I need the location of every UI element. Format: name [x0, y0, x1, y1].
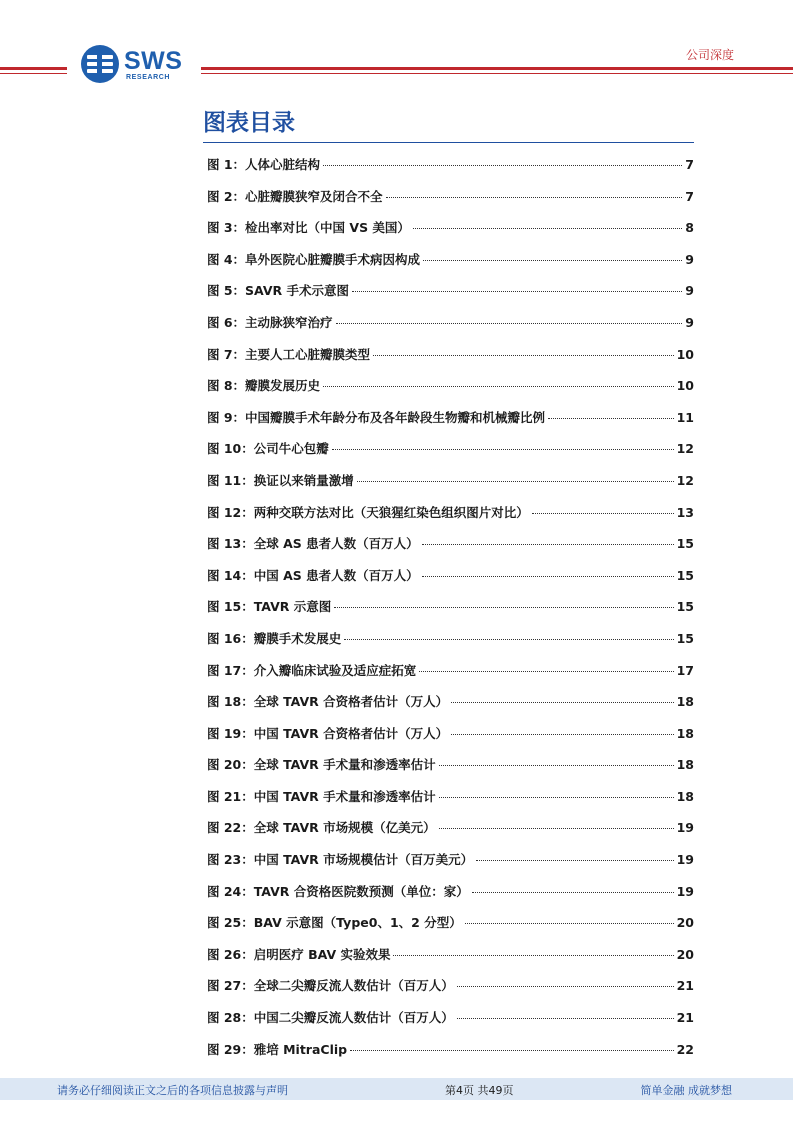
toc-entry[interactable]: [207, 945, 694, 977]
toc-entry-page[interactable]: 10: [676, 346, 694, 362]
toc-entry-page[interactable]: 22: [676, 1041, 694, 1057]
toc-entry-label[interactable]: 图 8：瓣膜发展历史: [207, 378, 321, 394]
toc-entry[interactable]: [207, 629, 694, 661]
toc-entry-label[interactable]: 图 19：中国 TAVR 合资格者估计（万人）: [207, 725, 449, 741]
toc-entry[interactable]: [207, 281, 694, 313]
toc-entry-page[interactable]: 18: [676, 788, 694, 804]
toc-entry[interactable]: [207, 345, 694, 377]
toc-dot-leader: [422, 544, 674, 545]
toc-dot-leader: [439, 797, 674, 798]
toc-entry-label[interactable]: 图 26：启明医疗 BAV 实验效果: [207, 946, 391, 962]
toc-entry-page[interactable]: 12: [676, 441, 694, 457]
toc-entry[interactable]: [207, 1008, 694, 1040]
toc-entry-page[interactable]: 20: [676, 946, 694, 962]
toc-dot-leader: [323, 386, 674, 387]
toc-entry-page[interactable]: 9: [685, 251, 694, 267]
toc-dot-leader: [422, 576, 674, 577]
toc-dot-leader: [439, 765, 674, 766]
toc-entry-label[interactable]: 图 10：公司牛心包瓣: [207, 441, 329, 457]
toc-entry-page[interactable]: 10: [676, 378, 694, 394]
toc-entry-page[interactable]: 18: [676, 725, 694, 741]
toc-dot-leader: [532, 513, 674, 514]
figure-index-list: [207, 155, 694, 1071]
toc-entry-label[interactable]: 图 18：全球 TAVR 合资格者估计（万人）: [207, 694, 449, 710]
toc-entry-label[interactable]: 图 23：中国 TAVR 市场规模估计（百万美元）: [207, 852, 474, 868]
toc-entry[interactable]: [207, 850, 694, 882]
toc-entry-page[interactable]: 20: [676, 915, 694, 931]
toc-entry-page[interactable]: 7: [685, 157, 694, 172]
toc-dot-leader: [439, 828, 674, 829]
toc-dot-leader: [323, 165, 682, 166]
toc-dot-leader: [352, 291, 682, 292]
toc-entry[interactable]: [207, 818, 694, 850]
toc-entry-label[interactable]: 图 27：全球二尖瓣反流人数估计（百万人）: [207, 978, 454, 994]
toc-entry-page[interactable]: 12: [676, 472, 694, 488]
page-footer: [0, 1078, 793, 1100]
toc-entry-label[interactable]: 图 5：SAVR 手术示意图: [207, 283, 350, 299]
toc-entry-label[interactable]: 图 3：检出率对比（中国 VS 美国）: [207, 220, 410, 236]
sws-logo-icon: [80, 44, 120, 84]
toc-entry-page[interactable]: 21: [676, 978, 694, 994]
toc-dot-leader: [332, 449, 674, 450]
toc-dot-leader: [451, 734, 673, 735]
toc-entry-label[interactable]: 图 4：阜外医院心脏瓣膜手术病因构成: [207, 251, 421, 267]
footer-page-number: 第4页 共49页: [445, 1084, 514, 1097]
toc-entry-page[interactable]: 8: [685, 220, 694, 236]
toc-entry[interactable]: [207, 376, 694, 408]
toc-entry-page[interactable]: 19: [676, 820, 694, 836]
title-underline: [203, 142, 694, 143]
toc-entry-label[interactable]: 图 25：BAV 示意图（Type0、1、2 分型）: [207, 915, 462, 931]
toc-entry-label[interactable]: 图 17：介入瓣临床试验及适应症拓宽: [207, 662, 417, 678]
toc-entry[interactable]: [207, 534, 694, 566]
toc-entry-page[interactable]: 15: [676, 630, 694, 646]
toc-entry[interactable]: [207, 313, 694, 345]
logo-subtext: RESEARCH: [126, 74, 171, 81]
toc-entry[interactable]: [207, 882, 694, 914]
header-rule-left-thin: [0, 73, 67, 74]
toc-entry[interactable]: [207, 471, 694, 503]
page-title: 图表目录: [203, 110, 295, 136]
toc-entry-label[interactable]: 图 12：两种交联方法对比（天狼猩红染色组织图片对比）: [207, 504, 529, 520]
toc-dot-leader: [548, 418, 674, 419]
toc-entry[interactable]: [207, 755, 694, 787]
toc-entry[interactable]: [207, 724, 694, 756]
toc-entry-page[interactable]: 13: [676, 504, 694, 520]
toc-entry[interactable]: [207, 566, 694, 598]
toc-entry[interactable]: [207, 408, 694, 440]
toc-dot-leader: [393, 955, 673, 956]
toc-entry[interactable]: [207, 503, 694, 535]
toc-entry-label[interactable]: 图 24：TAVR 合资格医院数预测（单位：家）: [207, 883, 469, 899]
toc-dot-leader: [334, 607, 673, 608]
toc-entry-label[interactable]: 图 28：中国二尖瓣反流人数估计（百万人）: [207, 1010, 454, 1026]
toc-entry-page[interactable]: 18: [676, 694, 694, 710]
toc-entry-page[interactable]: 15: [676, 536, 694, 552]
toc-entry[interactable]: [207, 155, 694, 187]
toc-entry-label[interactable]: 图 20：全球 TAVR 手术量和渗透率估计: [207, 757, 436, 773]
toc-entry[interactable]: [207, 187, 694, 219]
toc-dot-leader: [386, 197, 683, 198]
header-rule-right-thin: [201, 73, 793, 74]
toc-entry[interactable]: [207, 439, 694, 471]
toc-entry-page[interactable]: 11: [676, 409, 694, 425]
toc-entry[interactable]: [207, 218, 694, 250]
toc-dot-leader: [336, 323, 683, 324]
report-type-tag: 公司深度: [685, 48, 734, 62]
toc-entry-page[interactable]: 17: [676, 662, 694, 678]
toc-entry-page[interactable]: 18: [676, 757, 694, 773]
toc-dot-leader: [457, 986, 674, 987]
toc-entry-page[interactable]: 15: [676, 599, 694, 615]
header-rule-left: [0, 67, 67, 70]
toc-entry[interactable]: [207, 597, 694, 629]
toc-entry[interactable]: [207, 1040, 694, 1072]
toc-dot-leader: [373, 355, 674, 356]
toc-dot-leader: [472, 892, 674, 893]
toc-dot-leader: [465, 923, 674, 924]
toc-entry-label[interactable]: 图 21：中国 TAVR 手术量和渗透率估计: [207, 788, 436, 804]
toc-entry-page[interactable]: 19: [676, 883, 694, 899]
toc-entry[interactable]: [207, 976, 694, 1008]
toc-dot-leader: [344, 639, 673, 640]
toc-dot-leader: [350, 1050, 674, 1051]
toc-entry-label[interactable]: 图 9：中国瓣膜手术年龄分布及各年龄段生物瓣和机械瓣比例: [207, 409, 546, 425]
toc-entry-page[interactable]: 15: [676, 567, 694, 583]
toc-entry[interactable]: [207, 661, 694, 693]
toc-entry-page[interactable]: 9: [685, 314, 694, 330]
toc-dot-leader: [419, 671, 673, 672]
toc-entry-page[interactable]: 21: [676, 1010, 694, 1026]
toc-entry-label[interactable]: 图 2：心脏瓣膜狭窄及闭合不全: [207, 188, 383, 204]
toc-dot-leader: [457, 1018, 674, 1019]
toc-entry-page[interactable]: 7: [685, 188, 694, 204]
footer-disclaimer: 请务必仔细阅读正文之后的各项信息披露与声明: [57, 1084, 288, 1097]
toc-entry-label[interactable]: 图 6：主动脉狭窄治疗: [207, 314, 333, 330]
toc-entry-label[interactable]: 图 14：中国 AS 患者人数（百万人）: [207, 567, 419, 583]
toc-entry-label[interactable]: 图 7：主要人工心脏瓣膜类型: [207, 346, 371, 362]
toc-entry-label[interactable]: 图 29：雅培 MitraClip: [207, 1041, 348, 1057]
header-rule-right: [201, 67, 793, 70]
toc-dot-leader: [423, 260, 682, 261]
toc-dot-leader: [357, 481, 674, 482]
toc-entry-label[interactable]: 图 13：全球 AS 患者人数（百万人）: [207, 536, 419, 552]
company-logo: [80, 44, 190, 84]
toc-entry-page[interactable]: 19: [676, 852, 694, 868]
toc-entry-label[interactable]: 图 16：瓣膜手术发展史: [207, 630, 342, 646]
toc-entry-label[interactable]: 图 1：人体心脏结构: [207, 157, 321, 172]
toc-dot-leader: [451, 702, 673, 703]
toc-entry-page[interactable]: 9: [685, 283, 694, 299]
toc-dot-leader: [413, 228, 682, 229]
footer-slogan: 简单金融 成就梦想: [640, 1084, 732, 1097]
toc-dot-leader: [476, 860, 673, 861]
toc-entry[interactable]: [207, 692, 694, 724]
toc-entry-label[interactable]: 图 15：TAVR 示意图: [207, 599, 332, 615]
toc-entry[interactable]: [207, 787, 694, 819]
toc-entry[interactable]: [207, 913, 694, 945]
toc-entry[interactable]: [207, 250, 694, 282]
toc-entry-label[interactable]: 图 22：全球 TAVR 市场规模（亿美元）: [207, 820, 436, 836]
toc-entry-label[interactable]: 图 11：换证以来销量激增: [207, 472, 354, 488]
logo-text: SWS: [124, 47, 183, 75]
